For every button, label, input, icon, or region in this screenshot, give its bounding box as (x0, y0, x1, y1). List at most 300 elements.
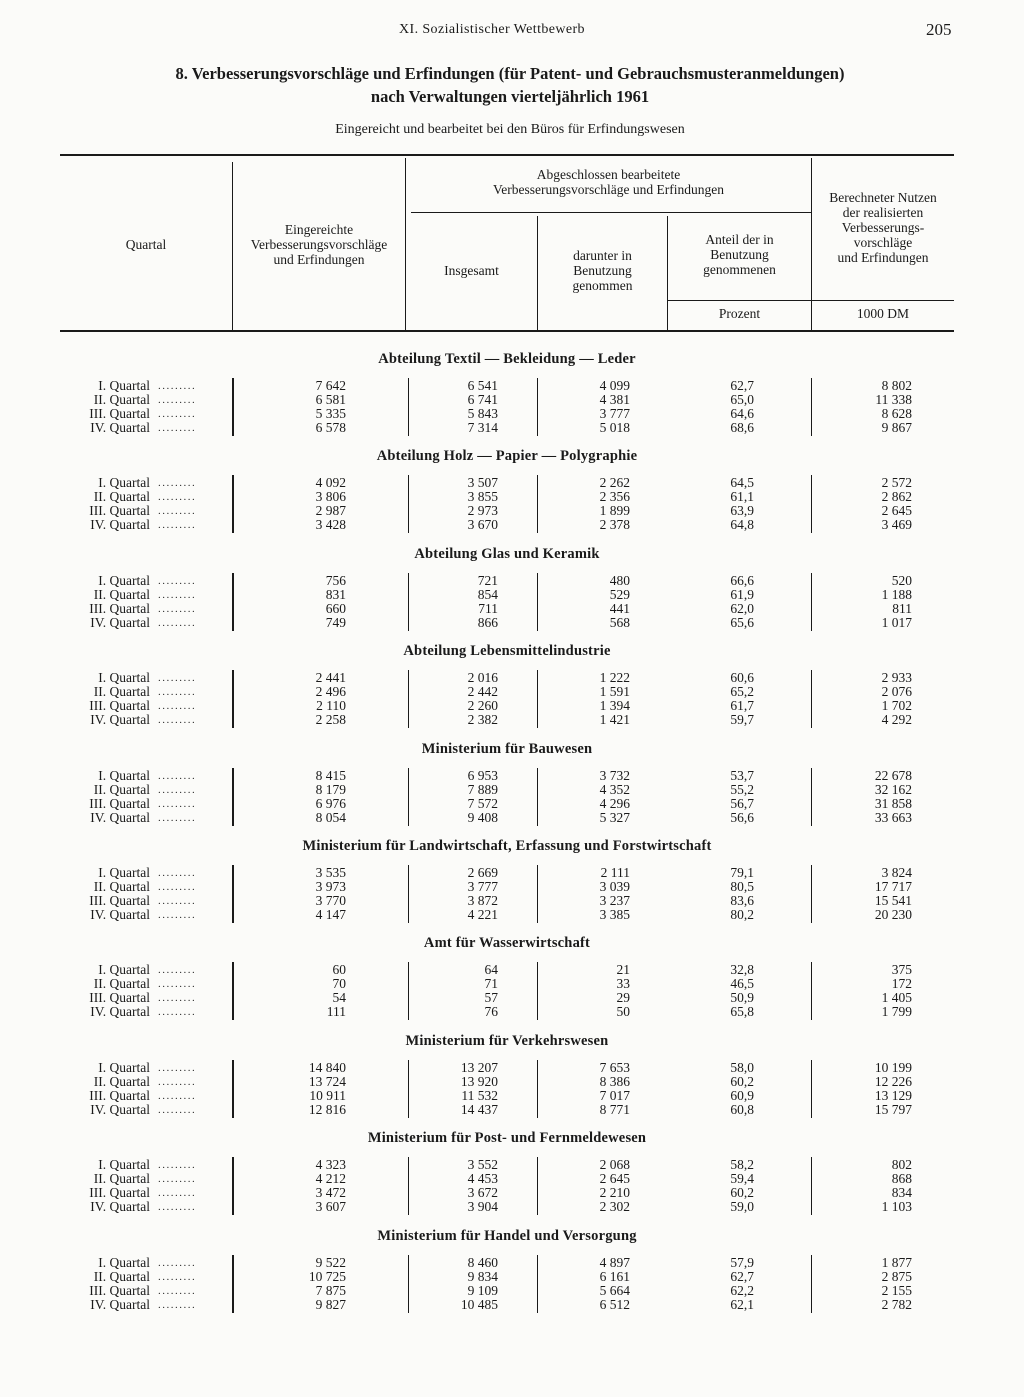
section-4 (60, 643, 954, 741)
header-abgeschlossen-line-2: Verbesserungsvorschläge und Erfindungen (493, 182, 724, 197)
cell-insgesamt: 14 437 (460, 1101, 498, 1117)
cell-insgesamt: 3 670 (467, 517, 498, 533)
quarter-label: IV. Quartal (90, 1296, 150, 1312)
header-unit-rule-1 (668, 300, 811, 301)
quarter-label: I. Quartal (98, 865, 150, 880)
section-8 (60, 1033, 954, 1131)
cell-eingereichte: 13 724 (308, 1073, 346, 1089)
cell-eingereichte: 2 110 (316, 698, 346, 714)
cell-eingereichte: 2 258 (315, 712, 346, 728)
leader-dots: ......... (158, 1089, 197, 1102)
cell-nutzen: 2 155 (881, 1282, 912, 1298)
cell-darunter: 4 352 (599, 781, 630, 797)
cell-insgesamt: 7 314 (467, 420, 498, 435)
cell-nutzen: 15 541 (874, 893, 912, 908)
quarter-label: I. Quartal (98, 1157, 150, 1173)
cell-insgesamt: 57 (484, 990, 498, 1006)
table-row (60, 616, 954, 630)
cell-insgesamt: 13 207 (460, 1059, 498, 1075)
cell-nutzen: 3 824 (881, 865, 912, 880)
page-number: 205 (926, 20, 952, 39)
table-subtitle: Eingereicht und bearbeitet bei den Büros für Erfindungswesen (335, 122, 685, 137)
cell-darunter: 7 017 (599, 1087, 630, 1103)
cell-nutzen: 520 (891, 572, 912, 588)
table-row (60, 1186, 954, 1200)
cell-insgesamt: 711 (478, 600, 498, 616)
cell-insgesamt: 721 (477, 572, 498, 588)
cell-anteil: 56,7 (730, 795, 754, 811)
header-eingereichte (234, 222, 404, 267)
table-row (60, 476, 954, 490)
quarter-label: IV. Quartal (90, 809, 150, 825)
leader-dots: ......... (158, 1270, 197, 1283)
quarter-label: III. Quartal (89, 1185, 150, 1201)
section-title: Abteilung Lebensmittelindustrie (403, 643, 611, 660)
cell-anteil: 63,9 (730, 503, 754, 519)
cell-darunter: 1 421 (599, 712, 630, 728)
cell-anteil: 68,6 (730, 420, 754, 435)
quarter-label: IV. Quartal (90, 1199, 150, 1215)
cell-darunter: 4 099 (599, 378, 630, 393)
section-1 (60, 351, 954, 449)
cell-darunter: 3 385 (599, 907, 630, 922)
cell-eingereichte: 8 179 (315, 781, 346, 797)
cell-darunter: 2 210 (599, 1185, 630, 1201)
leader-dots: ......... (158, 811, 197, 824)
cell-insgesamt: 2 260 (467, 698, 498, 714)
cell-anteil: 60,2 (730, 1185, 754, 1201)
header-abgeschlossen (406, 167, 811, 197)
cell-eingereichte: 831 (325, 586, 346, 602)
leader-dots: ......... (158, 964, 197, 977)
cell-nutzen: 834 (891, 1185, 912, 1201)
quarter-label: II. Quartal (93, 879, 150, 894)
cell-eingereichte: 10 911 (309, 1087, 346, 1103)
cell-anteil: 65,8 (730, 1004, 754, 1020)
quarter-label: I. Quartal (98, 572, 150, 588)
cell-insgesamt: 4 453 (467, 1171, 498, 1187)
cell-darunter: 3 039 (599, 879, 630, 894)
cell-insgesamt: 8 460 (467, 1254, 498, 1270)
leader-dots: ......... (158, 491, 197, 504)
section-3 (60, 546, 954, 644)
cell-insgesamt: 854 (477, 586, 498, 602)
cell-insgesamt: 76 (484, 1004, 498, 1020)
cell-nutzen: 17 717 (874, 879, 912, 894)
cell-anteil: 79,1 (730, 865, 754, 880)
table-title (60, 62, 960, 108)
cell-anteil: 56,6 (730, 809, 754, 825)
section-title: Amt für Wasserwirtschaft (423, 935, 591, 952)
cell-darunter: 441 (609, 600, 630, 616)
cell-anteil: 62,2 (730, 1282, 754, 1298)
section-title: Ministerium für Landwirtschaft, Erfassung und Forstwirtschaft (302, 838, 712, 854)
cell-anteil: 55,2 (730, 781, 754, 797)
cell-nutzen: 32 162 (874, 781, 912, 797)
cell-eingereichte: 3 770 (315, 893, 346, 908)
header-unit-prozent: Prozent (718, 306, 761, 321)
cell-darunter: 5 664 (599, 1282, 630, 1298)
quarter-label: III. Quartal (89, 795, 150, 811)
cell-darunter: 5 018 (599, 420, 630, 435)
cell-anteil: 62,7 (730, 378, 754, 393)
cell-darunter: 8 771 (599, 1101, 630, 1117)
header-eingereichte-line-1: Eingereichte (284, 222, 354, 237)
quarter-label: III. Quartal (89, 893, 150, 908)
cell-nutzen: 375 (891, 962, 912, 978)
table-row (60, 1172, 954, 1186)
leader-dots: ......... (158, 714, 197, 727)
cell-darunter: 480 (609, 572, 630, 588)
quarter-label: I. Quartal (98, 962, 150, 978)
table-row (60, 991, 954, 1005)
section-title: Abteilung Holz — Papier — Polygraphie (376, 448, 638, 465)
quarter-label: II. Quartal (93, 976, 150, 992)
cell-darunter: 3 777 (599, 406, 630, 421)
header-nutzen (812, 190, 954, 265)
quarter-label: II. Quartal (93, 1073, 150, 1089)
cell-nutzen: 3 469 (881, 517, 912, 533)
cell-nutzen: 2 645 (881, 503, 912, 519)
cell-eingereichte: 9 827 (315, 1296, 346, 1312)
table-row (60, 783, 954, 797)
cell-anteil: 64,6 (730, 406, 754, 421)
cell-anteil: 60,8 (730, 1101, 754, 1117)
cell-insgesamt: 3 872 (467, 893, 498, 908)
leader-dots: ......... (158, 867, 197, 879)
table-title-line-2: nach Verwaltungen vierteljährlich 1961 (370, 87, 650, 106)
quarter-label: II. Quartal (93, 684, 150, 700)
table-row (60, 490, 954, 504)
cell-darunter: 4 296 (599, 795, 630, 811)
table-row (60, 588, 954, 602)
table-row (60, 518, 954, 532)
header-eingereichte-line-2: Verbesserungsvorschläge (250, 237, 388, 252)
table-row (60, 908, 954, 922)
leader-dots: ......... (158, 783, 197, 796)
cell-darunter: 50 (616, 1004, 630, 1020)
cell-darunter: 7 653 (599, 1059, 630, 1075)
quarter-label: II. Quartal (93, 781, 150, 797)
cell-anteil: 59,4 (730, 1171, 754, 1187)
header-darunter-line-2: Benutzung (573, 263, 632, 278)
quarter-label: I. Quartal (98, 767, 150, 783)
header-quartal: Quartal (125, 237, 167, 252)
leader-dots: ......... (158, 1159, 197, 1172)
cell-darunter: 2 068 (599, 1157, 630, 1173)
cell-anteil: 65,6 (730, 614, 754, 630)
table-row (60, 1284, 954, 1298)
quarter-label: IV. Quartal (90, 907, 150, 922)
cell-insgesamt: 4 221 (467, 907, 498, 922)
cell-anteil: 60,9 (730, 1087, 754, 1103)
cell-nutzen: 9 867 (881, 420, 912, 435)
table-row (60, 713, 954, 727)
header-darunter-line-1: darunter in (573, 248, 632, 263)
cell-nutzen: 2 862 (881, 489, 912, 505)
table-row (60, 894, 954, 908)
quarter-label: I. Quartal (98, 670, 150, 686)
cell-anteil: 58,0 (730, 1059, 754, 1075)
leader-dots: ......... (158, 1256, 197, 1269)
quarter-label: II. Quartal (93, 586, 150, 602)
header-anteil-line-3: genommenen (703, 262, 776, 277)
cell-nutzen: 22 678 (874, 767, 912, 783)
cell-eingereichte: 749 (325, 614, 346, 630)
cell-darunter: 2 378 (599, 517, 630, 533)
cell-darunter: 33 (616, 976, 630, 992)
header-bottom-rule (60, 330, 954, 332)
table-row (60, 963, 954, 977)
table-row (60, 1089, 954, 1103)
cell-insgesamt: 6 741 (467, 392, 498, 407)
cell-eingereichte: 3 806 (315, 489, 346, 505)
cell-insgesamt: 3 552 (467, 1157, 498, 1173)
header-insgesamt: Insgesamt (444, 263, 499, 278)
leader-dots: ......... (158, 797, 197, 810)
cell-eingereichte: 2 987 (315, 503, 346, 519)
header-divider-1 (232, 162, 233, 330)
quarter-label: I. Quartal (98, 378, 150, 393)
cell-nutzen: 15 797 (874, 1101, 912, 1117)
cell-nutzen: 811 (892, 600, 912, 616)
cell-nutzen: 8 802 (881, 378, 912, 393)
cell-anteil: 57,9 (730, 1254, 754, 1270)
cell-eingereichte: 60 (332, 962, 346, 978)
cell-darunter: 2 262 (599, 475, 630, 491)
cell-eingereichte: 70 (332, 976, 346, 992)
cell-darunter: 568 (609, 614, 630, 630)
quarter-label: II. Quartal (93, 1171, 150, 1187)
cell-insgesamt: 2 973 (467, 503, 498, 519)
section-9 (60, 1130, 954, 1228)
table-row (60, 1158, 954, 1172)
cell-nutzen: 2 933 (881, 670, 912, 686)
quarter-label: III. Quartal (89, 406, 150, 421)
cell-darunter: 2 645 (599, 1171, 630, 1187)
cell-darunter: 5 327 (599, 809, 630, 825)
header-nutzen-line-2: der realisierten (842, 205, 924, 220)
cell-eingereichte: 111 (326, 1004, 346, 1020)
cell-nutzen: 31 858 (874, 795, 912, 811)
leader-dots: ......... (158, 672, 197, 685)
header-nutzen-line-4: vorschläge (853, 235, 913, 250)
leader-dots: ......... (158, 505, 197, 518)
cell-nutzen: 1 702 (881, 698, 912, 714)
table-row (60, 1061, 954, 1075)
cell-darunter: 2 302 (599, 1199, 630, 1215)
quarter-label: I. Quartal (98, 475, 150, 491)
cell-darunter: 29 (616, 990, 630, 1006)
quarter-label: I. Quartal (98, 1254, 150, 1270)
cell-eingereichte: 6 976 (315, 795, 346, 811)
cell-darunter: 21 (616, 962, 630, 978)
header-top-rule (60, 154, 954, 156)
cell-anteil: 60,6 (730, 670, 754, 686)
cell-anteil: 62,0 (730, 600, 754, 616)
leader-dots: ......... (158, 1103, 197, 1116)
header-unit-dm: 1000 DM (856, 306, 910, 321)
table-row (60, 574, 954, 588)
leader-dots: ......... (158, 1298, 197, 1311)
cell-insgesamt: 9 834 (467, 1268, 498, 1284)
cell-anteil: 62,7 (730, 1268, 754, 1284)
header-anteil (668, 232, 811, 277)
leader-dots: ......... (158, 1075, 197, 1088)
cell-insgesamt: 3 855 (467, 489, 498, 505)
cell-insgesamt: 9 408 (467, 809, 498, 825)
cell-eingereichte: 3 973 (315, 879, 346, 894)
cell-eingereichte: 12 816 (308, 1101, 346, 1117)
section-title: Abteilung Glas und Keramik (414, 545, 600, 562)
cell-eingereichte: 4 323 (315, 1157, 346, 1173)
cell-insgesamt: 6 953 (467, 767, 498, 783)
cell-eingereichte: 4 212 (315, 1171, 346, 1187)
cell-nutzen: 1 405 (881, 990, 912, 1006)
cell-insgesamt: 11 532 (461, 1087, 498, 1103)
table-row (60, 811, 954, 825)
table-row (60, 602, 954, 616)
cell-darunter: 6 161 (599, 1268, 630, 1284)
section-5 (60, 741, 954, 839)
cell-insgesamt: 6 541 (467, 378, 498, 393)
cell-nutzen: 1 017 (881, 614, 912, 630)
quarter-label: III. Quartal (89, 1282, 150, 1298)
cell-nutzen: 11 338 (875, 392, 912, 407)
leader-dots: ......... (158, 895, 197, 907)
table-row (60, 393, 954, 407)
cell-darunter: 3 732 (599, 767, 630, 783)
cell-nutzen: 1 103 (881, 1199, 912, 1215)
cell-nutzen: 1 877 (881, 1254, 912, 1270)
cell-nutzen: 172 (891, 976, 912, 992)
leader-dots: ......... (158, 1187, 197, 1200)
cell-anteil: 61,1 (730, 489, 754, 505)
leader-dots: ......... (158, 1173, 197, 1186)
table-row (60, 504, 954, 518)
cell-anteil: 83,6 (730, 893, 754, 908)
header-nutzen-line-1: Berechneter Nutzen (829, 190, 937, 205)
leader-dots: ......... (158, 477, 197, 490)
cell-darunter: 1 222 (599, 670, 630, 686)
cell-eingereichte: 6 578 (315, 420, 346, 435)
leader-dots: ......... (158, 700, 197, 713)
cell-eingereichte: 8 054 (315, 809, 346, 825)
cell-eingereichte: 8 415 (315, 767, 346, 783)
cell-eingereichte: 756 (325, 572, 346, 588)
leader-dots: ......... (158, 909, 197, 921)
cell-eingereichte: 4 092 (315, 475, 346, 491)
cell-eingereichte: 6 581 (315, 392, 346, 407)
cell-anteil: 61,7 (730, 698, 754, 714)
quarter-label: IV. Quartal (90, 1101, 150, 1117)
table-row (60, 1270, 954, 1284)
cell-eingereichte: 10 725 (308, 1268, 346, 1284)
cell-nutzen: 868 (891, 1171, 912, 1187)
table-row (60, 1298, 954, 1312)
cell-anteil: 32,8 (730, 962, 754, 978)
quarter-label: III. Quartal (89, 990, 150, 1006)
cell-darunter: 1 591 (599, 684, 630, 700)
quarter-label: IV. Quartal (90, 420, 150, 435)
cell-insgesamt: 2 669 (467, 865, 498, 880)
quarter-label: IV. Quartal (90, 712, 150, 728)
cell-anteil: 66,6 (730, 572, 754, 588)
table-row (60, 1256, 954, 1270)
leader-dots: ......... (158, 1061, 197, 1074)
cell-eingereichte: 7 875 (315, 1282, 346, 1298)
quarter-label: II. Quartal (93, 489, 150, 505)
leader-dots: ......... (158, 616, 197, 629)
quarter-label: III. Quartal (89, 503, 150, 519)
cell-anteil: 64,8 (730, 517, 754, 533)
cell-anteil: 65,2 (730, 684, 754, 700)
table-row (60, 671, 954, 685)
table-row (60, 977, 954, 991)
cell-insgesamt: 866 (477, 614, 498, 630)
cell-insgesamt: 7 572 (467, 795, 498, 811)
table-row (60, 866, 954, 880)
table-row (60, 699, 954, 713)
leader-dots: ......... (158, 1284, 197, 1297)
leader-dots: ......... (158, 574, 197, 587)
table-row (60, 1005, 954, 1019)
leader-dots: ......... (158, 408, 197, 420)
cell-anteil: 80,5 (730, 879, 754, 894)
cell-anteil: 61,9 (730, 586, 754, 602)
cell-darunter: 6 512 (599, 1296, 630, 1312)
leader-dots: ......... (158, 394, 197, 406)
table-row (60, 379, 954, 393)
section-title: Ministerium für Post- und Fernmeldewesen (367, 1130, 647, 1147)
cell-insgesamt: 5 843 (467, 406, 498, 421)
cell-anteil: 50,9 (730, 990, 754, 1006)
cell-nutzen: 8 628 (881, 406, 912, 421)
quarter-label: IV. Quartal (90, 614, 150, 630)
cell-nutzen: 10 199 (874, 1059, 912, 1075)
cell-insgesamt: 3 672 (467, 1185, 498, 1201)
table-row (60, 421, 954, 435)
cell-insgesamt: 3 777 (467, 879, 498, 894)
cell-darunter: 8 386 (599, 1073, 630, 1089)
section-title: Ministerium für Bauwesen (421, 740, 593, 757)
header-darunter (538, 248, 667, 293)
cell-darunter: 3 237 (599, 893, 630, 908)
cell-insgesamt: 10 485 (460, 1296, 498, 1312)
cell-nutzen: 13 129 (874, 1087, 912, 1103)
cell-anteil: 62,1 (730, 1296, 754, 1312)
cell-anteil: 65,0 (730, 392, 754, 407)
quarter-label: II. Quartal (93, 392, 150, 407)
header-eingereichte-line-3: und Erfindungen (273, 252, 365, 267)
section-2 (60, 448, 954, 546)
quarter-label: IV. Quartal (90, 517, 150, 533)
quarter-label: III. Quartal (89, 698, 150, 714)
leader-dots: ......... (158, 602, 197, 615)
cell-insgesamt: 2 442 (467, 684, 498, 700)
cell-eingereichte: 2 441 (315, 670, 346, 686)
cell-eingereichte: 4 147 (315, 907, 346, 922)
cell-darunter: 2 356 (599, 489, 630, 505)
header-unit-rule-2 (812, 300, 954, 301)
section-title: Ministerium für Handel und Versorgung (377, 1227, 637, 1244)
leader-dots: ......... (158, 1201, 197, 1214)
cell-eingereichte: 3 535 (315, 865, 346, 880)
header-nutzen-line-3: Verbesserungs- (841, 220, 925, 235)
running-head (0, 22, 1024, 42)
cell-nutzen: 1 799 (881, 1004, 912, 1020)
quarter-label: II. Quartal (93, 1268, 150, 1284)
